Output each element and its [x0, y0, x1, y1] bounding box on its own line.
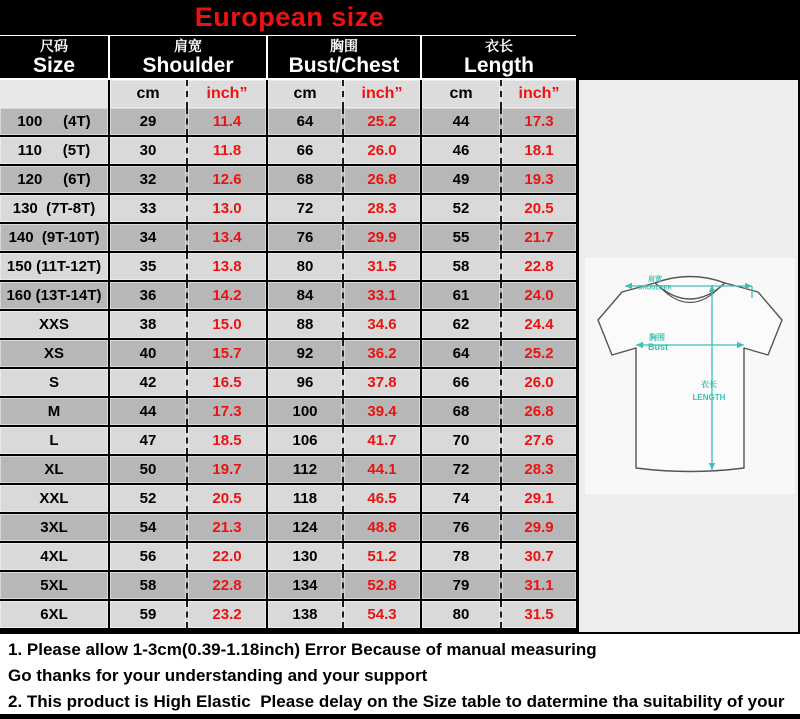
- unit-inch-label: inch”: [500, 80, 576, 108]
- header-length-zh: 衣长: [485, 37, 513, 54]
- unit-inch-label: inch”: [186, 80, 266, 108]
- tshirt-diagram: [585, 258, 795, 494]
- value-cell: 42: [108, 369, 186, 396]
- value-cell: 19.7: [186, 456, 266, 483]
- size-cell: 130 (7T-8T): [0, 195, 108, 222]
- bust-label-en: Bust: [648, 342, 668, 352]
- length-label-en: LENGTH: [692, 393, 726, 402]
- table-row: [0, 166, 576, 195]
- size-cell: 150 (11T-12T): [0, 253, 108, 280]
- table-header-row: [0, 35, 576, 80]
- value-cell: 18.1: [500, 137, 576, 164]
- value-cell: 62: [420, 311, 500, 338]
- size-cell: XXL: [0, 485, 108, 512]
- value-cell: 36: [108, 282, 186, 309]
- value-cell: 138: [266, 601, 342, 628]
- value-cell: 41.7: [342, 427, 420, 454]
- value-cell: 76: [266, 224, 342, 251]
- value-cell: 29.9: [342, 224, 420, 251]
- tshirt-diagram-box: [585, 258, 795, 494]
- value-cell: 68: [266, 166, 342, 193]
- value-cell: 52.8: [342, 572, 420, 599]
- value-cell: 32: [108, 166, 186, 193]
- value-cell: 21.3: [186, 514, 266, 541]
- value-cell: 66: [420, 369, 500, 396]
- size-cell: 100 (4T): [0, 108, 108, 135]
- value-cell: 15.0: [186, 311, 266, 338]
- value-cell: 17.3: [500, 108, 576, 135]
- value-cell: 33.1: [342, 282, 420, 309]
- size-cell: 3XL: [0, 514, 108, 541]
- table-row: [0, 282, 576, 311]
- notes-section: [0, 632, 800, 714]
- value-cell: 15.7: [186, 340, 266, 367]
- value-cell: 34: [108, 224, 186, 251]
- value-cell: 134: [266, 572, 342, 599]
- value-cell: 11.4: [186, 108, 266, 135]
- value-cell: 31.5: [342, 253, 420, 280]
- value-cell: 106: [266, 427, 342, 454]
- size-cell: XS: [0, 340, 108, 367]
- value-cell: 46.5: [342, 485, 420, 512]
- value-cell: 34.6: [342, 311, 420, 338]
- header-size: [0, 36, 108, 78]
- value-cell: 44.1: [342, 456, 420, 483]
- value-cell: 54: [108, 514, 186, 541]
- value-cell: 58: [420, 253, 500, 280]
- note-line: 2. This product is High Elastic Please delay on the Size table to datermine tha suitability of your: [8, 692, 785, 711]
- size-cell: L: [0, 427, 108, 454]
- value-cell: 28.3: [500, 456, 576, 483]
- value-cell: 14.2: [186, 282, 266, 309]
- header-bust-en: Bust/Chest: [288, 53, 400, 77]
- unit-empty-cell: [0, 80, 108, 108]
- value-cell: 64: [266, 108, 342, 135]
- value-cell: 51.2: [342, 543, 420, 570]
- value-cell: 24.0: [500, 282, 576, 309]
- bust-label-zh: 胸围: [649, 333, 665, 342]
- value-cell: 47: [108, 427, 186, 454]
- value-cell: 22.0: [186, 543, 266, 570]
- value-cell: 12.6: [186, 166, 266, 193]
- value-cell: 33: [108, 195, 186, 222]
- value-cell: 61: [420, 282, 500, 309]
- value-cell: 118: [266, 485, 342, 512]
- value-cell: 40: [108, 340, 186, 367]
- table-row: [0, 427, 576, 456]
- size-cell: 4XL: [0, 543, 108, 570]
- value-cell: 17.3: [186, 398, 266, 425]
- value-cell: 100: [266, 398, 342, 425]
- value-cell: 130: [266, 543, 342, 570]
- value-cell: 26.0: [342, 137, 420, 164]
- note-line: 1. Please allow 1-3cm(0.39-1.18inch) Error Because of manual measuring: [8, 640, 597, 659]
- value-cell: 96: [266, 369, 342, 396]
- value-cell: 44: [108, 398, 186, 425]
- table-row: [0, 137, 576, 166]
- table-row: [0, 514, 576, 543]
- table-row: [0, 253, 576, 282]
- table-row: [0, 456, 576, 485]
- value-cell: 19.3: [500, 166, 576, 193]
- value-cell: 92: [266, 340, 342, 367]
- value-cell: 46: [420, 137, 500, 164]
- value-cell: 24.4: [500, 311, 576, 338]
- table-row: [0, 485, 576, 514]
- table-row: [0, 543, 576, 572]
- value-cell: 26.8: [342, 166, 420, 193]
- value-cell: 27.6: [500, 427, 576, 454]
- value-cell: 84: [266, 282, 342, 309]
- header-shoulder: [108, 36, 266, 78]
- value-cell: 20.5: [186, 485, 266, 512]
- value-cell: 79: [420, 572, 500, 599]
- table-row: [0, 340, 576, 369]
- unit-cm-label: cm: [266, 80, 342, 108]
- value-cell: 22.8: [186, 572, 266, 599]
- header-shoulder-zh: 肩宽: [174, 37, 202, 54]
- table-row: [0, 195, 576, 224]
- value-cell: 31.1: [500, 572, 576, 599]
- value-cell: 29: [108, 108, 186, 135]
- value-cell: 20.5: [500, 195, 576, 222]
- value-cell: 112: [266, 456, 342, 483]
- page-title: European size: [194, 2, 385, 32]
- value-cell: 25.2: [500, 340, 576, 367]
- value-cell: 30.7: [500, 543, 576, 570]
- table-body: [0, 108, 576, 630]
- size-cell: 120 (6T): [0, 166, 108, 193]
- value-cell: 50: [108, 456, 186, 483]
- value-cell: 55: [420, 224, 500, 251]
- value-cell: 21.7: [500, 224, 576, 251]
- size-cell: 5XL: [0, 572, 108, 599]
- table-row: [0, 224, 576, 253]
- table-row: [0, 108, 576, 137]
- header-bust: [266, 36, 420, 78]
- value-cell: 80: [266, 253, 342, 280]
- size-cell: 110 (5T): [0, 137, 108, 164]
- table-row: [0, 369, 576, 398]
- value-cell: 72: [266, 195, 342, 222]
- value-cell: 72: [420, 456, 500, 483]
- value-cell: 37.8: [342, 369, 420, 396]
- value-cell: 16.5: [186, 369, 266, 396]
- unit-cm-label: cm: [108, 80, 186, 108]
- value-cell: 58: [108, 572, 186, 599]
- size-cell: M: [0, 398, 108, 425]
- value-cell: 26.8: [500, 398, 576, 425]
- value-cell: 78: [420, 543, 500, 570]
- value-cell: 23.2: [186, 601, 266, 628]
- value-cell: 48.8: [342, 514, 420, 541]
- shoulder-label-zh: 肩宽: [648, 276, 662, 283]
- value-cell: 36.2: [342, 340, 420, 367]
- value-cell: 66: [266, 137, 342, 164]
- header-size-en: Size: [32, 53, 76, 77]
- value-cell: 44: [420, 108, 500, 135]
- value-cell: 22.8: [500, 253, 576, 280]
- length-label-zh: 衣长: [701, 380, 717, 389]
- size-cell: 6XL: [0, 601, 108, 628]
- header-length: [420, 36, 576, 78]
- table-row: [0, 601, 576, 630]
- value-cell: 56: [108, 543, 186, 570]
- value-cell: 38: [108, 311, 186, 338]
- value-cell: 52: [108, 485, 186, 512]
- value-cell: 25.2: [342, 108, 420, 135]
- value-cell: 39.4: [342, 398, 420, 425]
- value-cell: 35: [108, 253, 186, 280]
- size-cell: XXS: [0, 311, 108, 338]
- value-cell: 52: [420, 195, 500, 222]
- value-cell: 68: [420, 398, 500, 425]
- table-row: [0, 398, 576, 427]
- value-cell: 26.0: [500, 369, 576, 396]
- table-row: [0, 572, 576, 601]
- unit-cm-label: cm: [420, 80, 500, 108]
- header-shoulder-en: Shoulder: [142, 53, 234, 77]
- header-bust-zh: 胸围: [330, 37, 358, 54]
- value-cell: 30: [108, 137, 186, 164]
- value-cell: 70: [420, 427, 500, 454]
- note-line: Go thanks for your understanding and your support: [8, 666, 428, 685]
- shoulder-label-en: SHOULDER: [638, 285, 672, 292]
- tshirt-outline: [598, 277, 782, 472]
- value-cell: 74: [420, 485, 500, 512]
- table-row: [0, 311, 576, 340]
- size-table: [0, 35, 579, 630]
- value-cell: 76: [420, 514, 500, 541]
- value-cell: 54.3: [342, 601, 420, 628]
- measure-diagram-panel: [579, 80, 798, 632]
- size-cell: S: [0, 369, 108, 396]
- value-cell: 124: [266, 514, 342, 541]
- header-size-zh: 尺码: [40, 37, 68, 54]
- value-cell: 80: [420, 601, 500, 628]
- value-cell: 49: [420, 166, 500, 193]
- value-cell: 13.4: [186, 224, 266, 251]
- value-cell: 18.5: [186, 427, 266, 454]
- unit-inch-label: inch”: [342, 80, 420, 108]
- value-cell: 11.8: [186, 137, 266, 164]
- size-cell: 160 (13T-14T): [0, 282, 108, 309]
- size-cell: XL: [0, 456, 108, 483]
- value-cell: 31.5: [500, 601, 576, 628]
- value-cell: 59: [108, 601, 186, 628]
- value-cell: 64: [420, 340, 500, 367]
- value-cell: 28.3: [342, 195, 420, 222]
- header-length-en: Length: [464, 53, 534, 77]
- value-cell: 13.0: [186, 195, 266, 222]
- size-cell: 140 (9T-10T): [0, 224, 108, 251]
- unit-header-row: [0, 80, 576, 108]
- value-cell: 29.9: [500, 514, 576, 541]
- value-cell: 29.1: [500, 485, 576, 512]
- value-cell: 88: [266, 311, 342, 338]
- value-cell: 13.8: [186, 253, 266, 280]
